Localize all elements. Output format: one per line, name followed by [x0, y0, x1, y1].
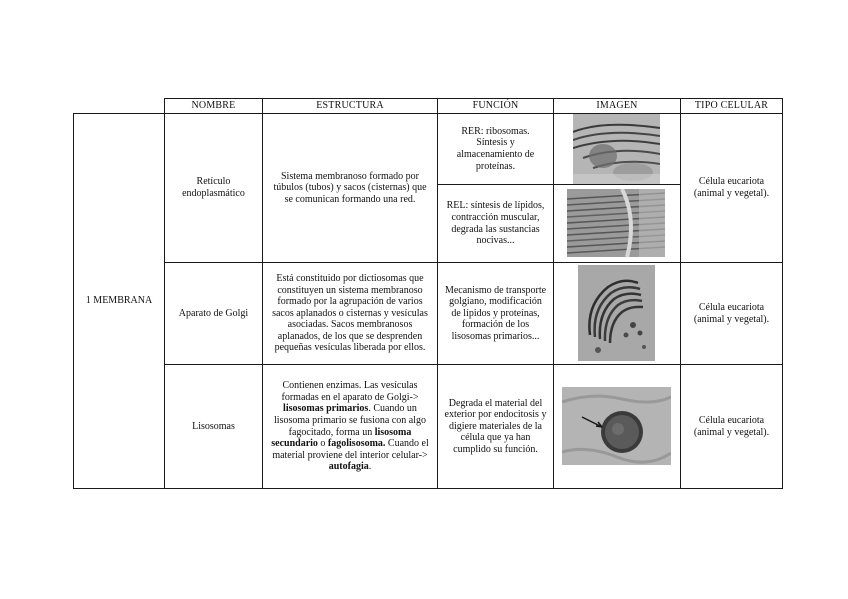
- row-lisosomas-function: Degrada el material del exterior por endocitosis y digiere materiales de la célula que ya han cumplido su función.: [444, 397, 547, 455]
- col-divider-4: [553, 98, 554, 489]
- row-reticulo-name: Retículo endoplasmático: [182, 176, 245, 199]
- rer-micrograph-image: [573, 114, 660, 184]
- row-lisosomas-structure: [263, 365, 437, 488]
- header-imagen: IMAGEN: [596, 100, 638, 112]
- header-nombre: NOMBRE: [191, 100, 236, 112]
- golgi-micrograph-image: [578, 265, 655, 361]
- table-bottom-border: [73, 488, 783, 489]
- row-golgi-structure: Está constituido por dictiosomas que constituyen un sistema membranoso formado por la agrupación de varios sacos aplanados o cisternas y vesículas asociadas. Sacos membranosos aplanados, de los que se desprenden pequeñas vesículas liberada por ellos.: [272, 272, 428, 354]
- header-tipo-celular: TIPO CELULAR: [694, 100, 769, 112]
- row-golgi-function: Mecanismo de transporte golgiano, modificación de lípidos y proteínas, formación de los lisosomas primarios...: [444, 284, 547, 342]
- row-golgi-name: Aparato de Golgi: [178, 307, 249, 319]
- lysosome-micrograph-image: [562, 387, 671, 465]
- row-reticulo-structure: Sistema membranoso formado por túbulos (tubos) y sacos (cisternas) que se comunican formando una red.: [273, 170, 427, 205]
- group-label-membrana: 1 MEMBRANA: [85, 295, 153, 307]
- row-reticulo-function-rel: REL: síntesis de lípidos, contracción muscular, degrada las sustancias nocivas...: [446, 200, 545, 247]
- header-estructura: ESTRUCTURA: [316, 100, 384, 112]
- row-reticulo-cell-type: Célula eucariota (animal y vegetal).: [693, 176, 770, 199]
- lisosomas-structure-text: Contienen enzimas. Las vesículas formadas en el aparato de Golgi-> lisosomas primarios. Cuando un lisosoma primario se fusiona con algo fagocitado, forma un lisosoma secundario o fagolisosoma. Cuando el material proviene del interior celular-> autofagia.: [271, 380, 429, 473]
- header-funcion: FUNCIÓN: [472, 100, 519, 112]
- row-reticulo-function-rer: RER: ribosomas. Síntesis y almacenamiento de proteínas.: [456, 125, 535, 172]
- row-lisosomas-cell-type: Célula eucariota (animal y vegetal).: [693, 414, 770, 438]
- rel-micrograph-image: [567, 189, 665, 257]
- row-lisosomas-name: Lisosomas: [192, 420, 235, 432]
- row-golgi-cell-type: Célula eucariota (animal y vegetal).: [693, 301, 770, 325]
- table-right-border: [782, 98, 783, 489]
